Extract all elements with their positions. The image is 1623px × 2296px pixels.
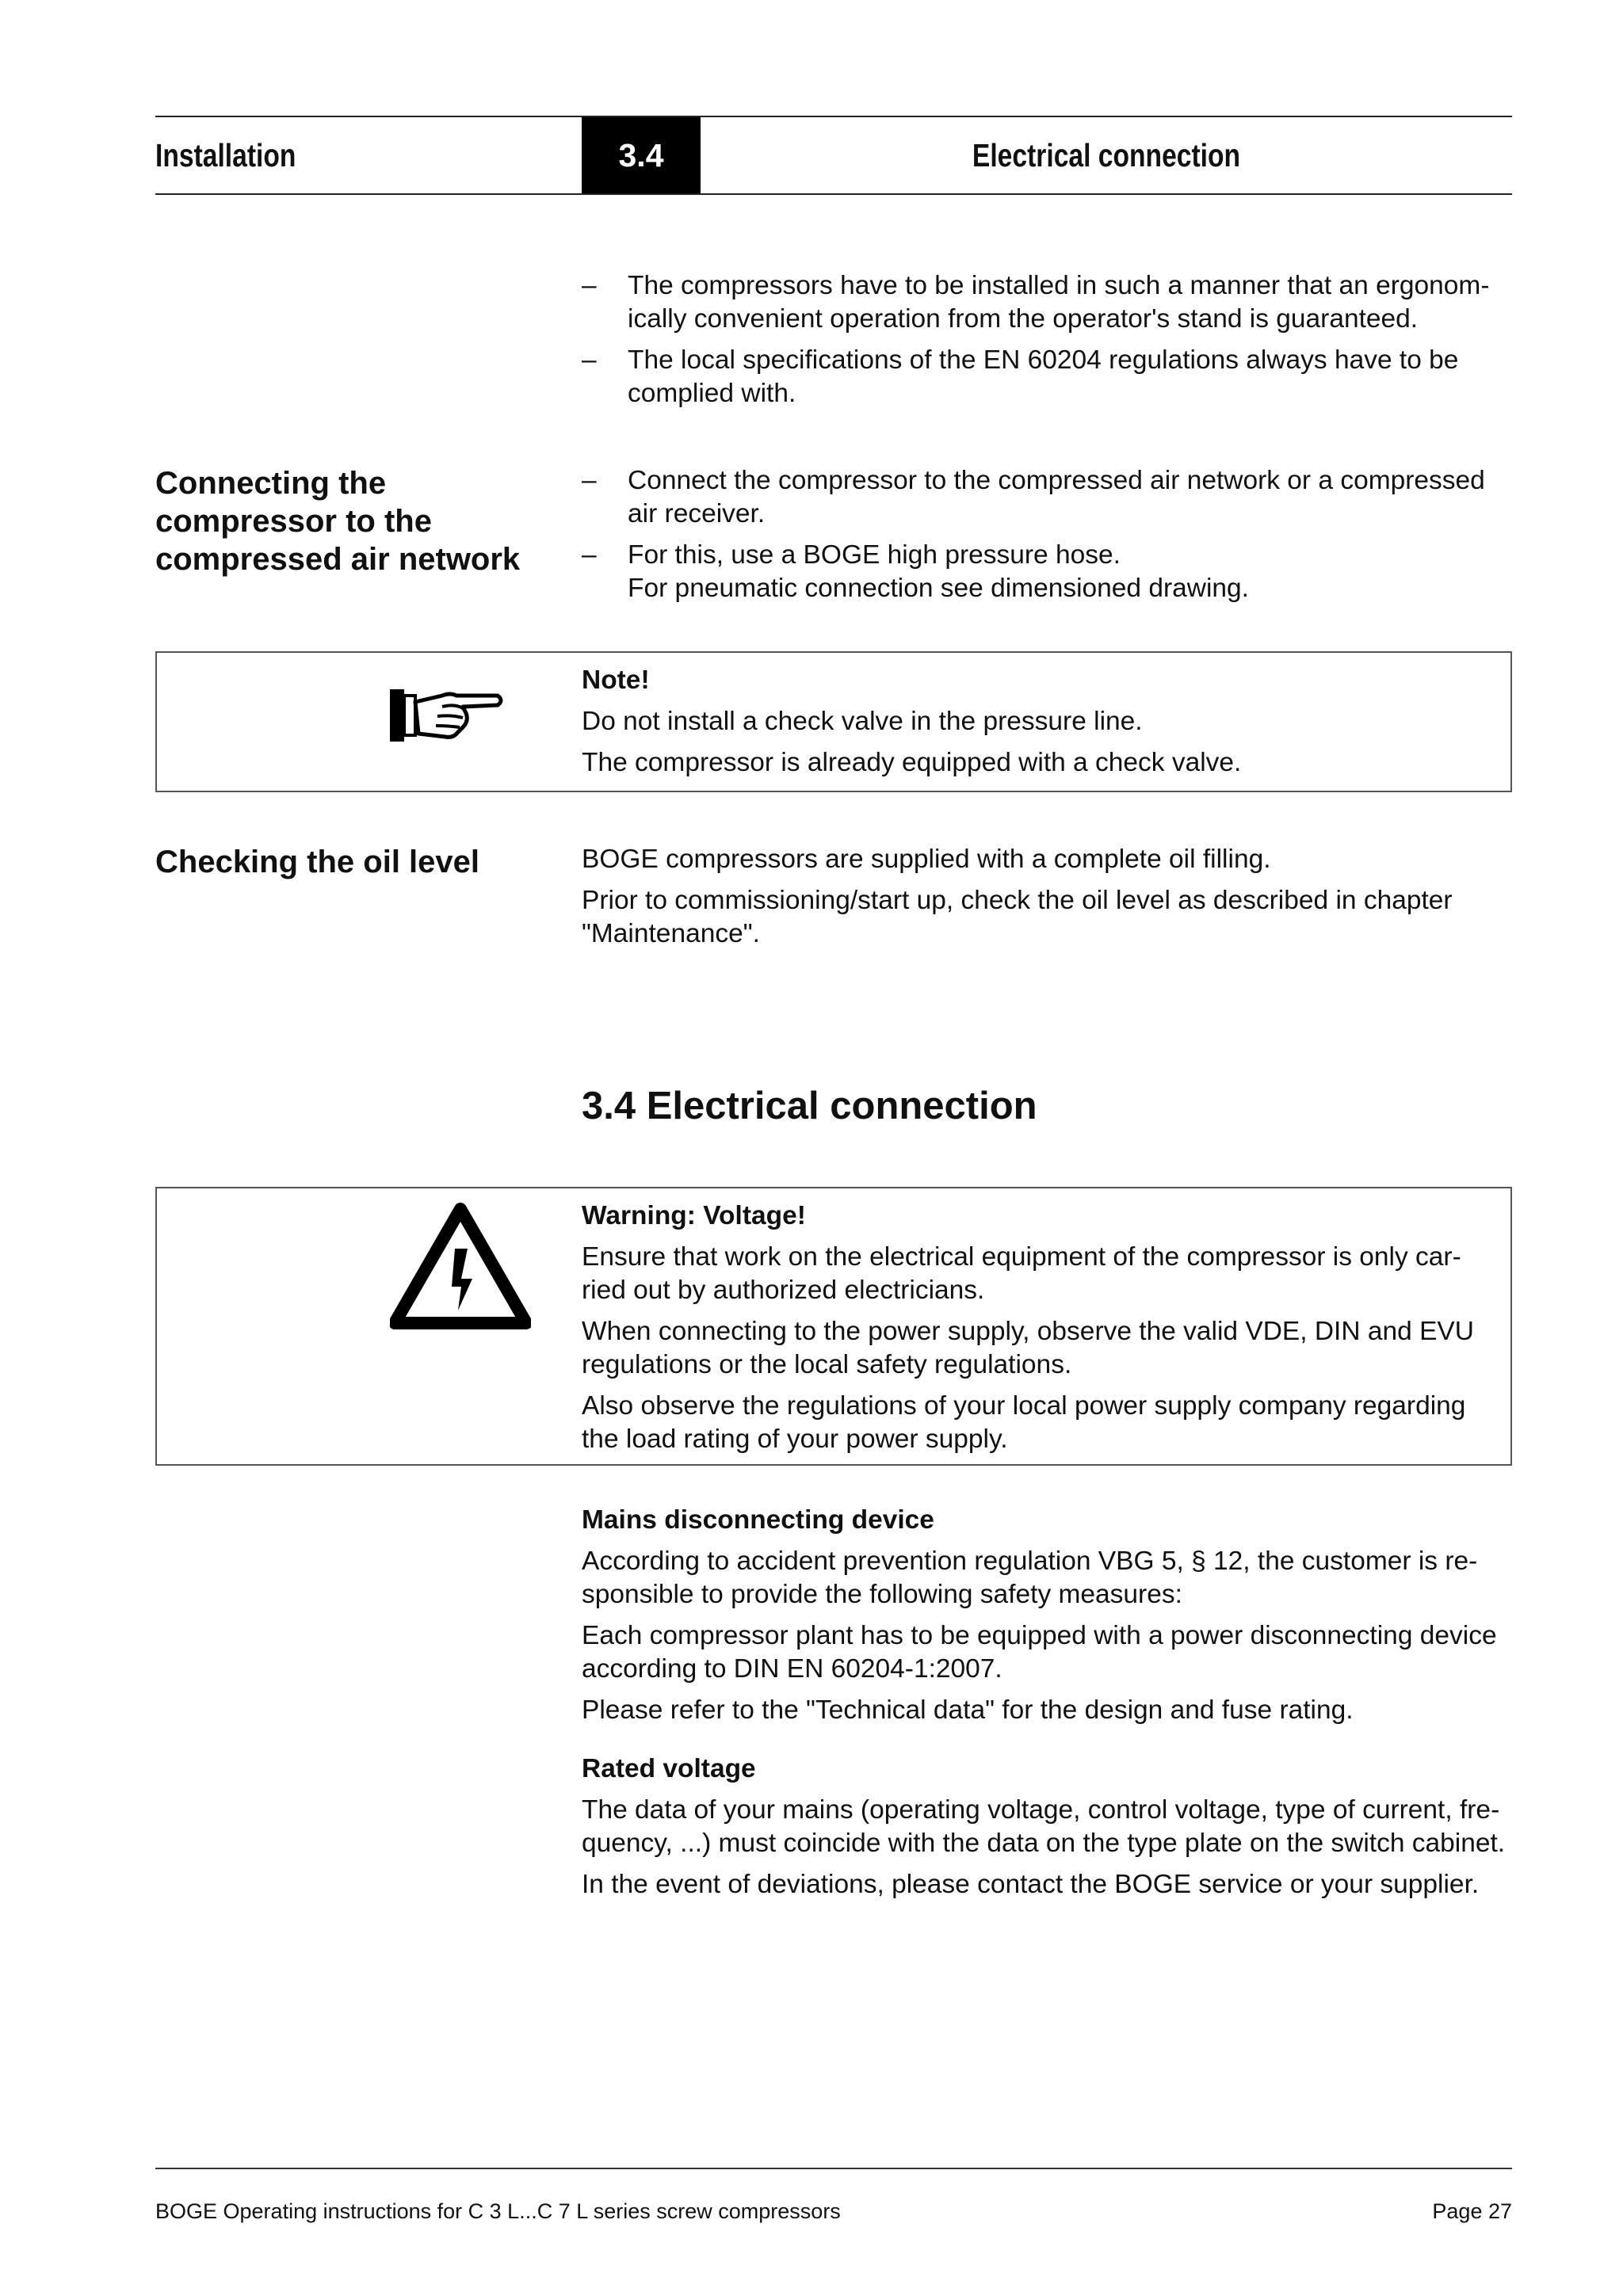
footer-rule bbox=[155, 2168, 1512, 2169]
footer-document-title: BOGE Operating instructions for C 3 L...C 7 L series screw compressors bbox=[155, 2199, 841, 2223]
intro-bullet-list bbox=[582, 269, 1514, 418]
list-item-text: The local specifications of the EN 60204 regulations always have to be complied with. bbox=[628, 345, 1459, 408]
bullet-dash: – bbox=[582, 271, 597, 300]
pointing-hand-icon bbox=[387, 672, 506, 760]
section-heading: 3.4 Electrical connection bbox=[582, 1085, 1037, 1127]
bullet-dash: – bbox=[582, 540, 597, 570]
note-content bbox=[582, 664, 1501, 788]
list-item-text: For this, use a BOGE high pressure hose. bbox=[628, 540, 1121, 570]
warning-label: Warning: Voltage! bbox=[582, 1201, 806, 1230]
mains-heading: Mains disconnecting device bbox=[582, 1505, 934, 1535]
section-number-block: 3.4 bbox=[582, 117, 701, 193]
note-line: The compressor is already equipped with a check valve. bbox=[582, 748, 1242, 777]
list-item-text: For pneumatic connection see dimensioned drawing. bbox=[628, 574, 1249, 603]
paragraph: Please refer to the "Technical data" for the design and fuse rating. bbox=[582, 1695, 1354, 1725]
paragraph: BOGE compressors are supplied with a complete oil filling. bbox=[582, 845, 1271, 874]
note-label: Note! bbox=[582, 666, 650, 695]
chapter-title: Installation bbox=[155, 137, 296, 174]
connecting-bullet-list bbox=[582, 464, 1514, 613]
connecting-heading: Connecting the compressor to the compressed air network bbox=[155, 466, 521, 577]
paragraph: The data of your mains (operating voltage, control voltage, type of current, fre-quency, ...) must coincide with the data on the type plate on the switch cabinet. bbox=[582, 1795, 1506, 1858]
paragraph: According to accident prevention regulation VBG 5, § 12, the customer is re-sponsible to provide the following safety measures: bbox=[582, 1547, 1478, 1609]
oil-level-heading: Checking the oil level bbox=[155, 845, 480, 879]
paragraph: Each compressor plant has to be equipped with a power disconnecting device according to DIN EN 60204-1:2007. bbox=[582, 1621, 1497, 1684]
paragraph: Prior to commissioning/start up, check the oil level as described in chapter "Maintenance". bbox=[582, 886, 1453, 948]
paragraph: When connecting to the power supply, observe the valid VDE, DIN and EVU regulations or the local safety regulations. bbox=[582, 1317, 1474, 1379]
paragraph: In the event of deviations, please contact the BOGE service or your supplier. bbox=[582, 1870, 1480, 1899]
bullet-dash: – bbox=[582, 345, 597, 375]
page-header bbox=[155, 116, 1512, 195]
oil-level-text bbox=[582, 843, 1514, 959]
list-item bbox=[582, 464, 1514, 531]
bullet-dash: – bbox=[582, 466, 597, 495]
header-section-title: Electrical connection bbox=[972, 137, 1241, 174]
high-voltage-warning-icon bbox=[390, 1203, 531, 1338]
rated-voltage-section bbox=[582, 1753, 1514, 1909]
list-item bbox=[582, 269, 1514, 336]
list-item-text: The compressors have to be installed in such a manner that an ergonom-ically convenient operation from the operator's stand is guaranteed. bbox=[628, 271, 1490, 334]
note-line: Do not install a check valve in the pressure line. bbox=[582, 707, 1143, 736]
page-number: Page 27 bbox=[1432, 2199, 1512, 2223]
paragraph: Ensure that work on the electrical equipment of the compressor is only car-ried out by authorized electricians. bbox=[582, 1242, 1461, 1305]
warning-content bbox=[582, 1199, 1501, 1464]
list-item-text: Connect the compressor to the compressed air network or a compressed air receiver. bbox=[628, 466, 1485, 528]
warning-box bbox=[155, 1187, 1512, 1466]
list-item bbox=[582, 344, 1514, 410]
paragraph: Also observe the regulations of your local power supply company regarding the load rating of your power supply. bbox=[582, 1391, 1466, 1454]
mains-section bbox=[582, 1504, 1514, 1735]
note-box bbox=[155, 651, 1512, 792]
list-item bbox=[582, 539, 1514, 605]
rated-voltage-heading: Rated voltage bbox=[582, 1754, 756, 1783]
